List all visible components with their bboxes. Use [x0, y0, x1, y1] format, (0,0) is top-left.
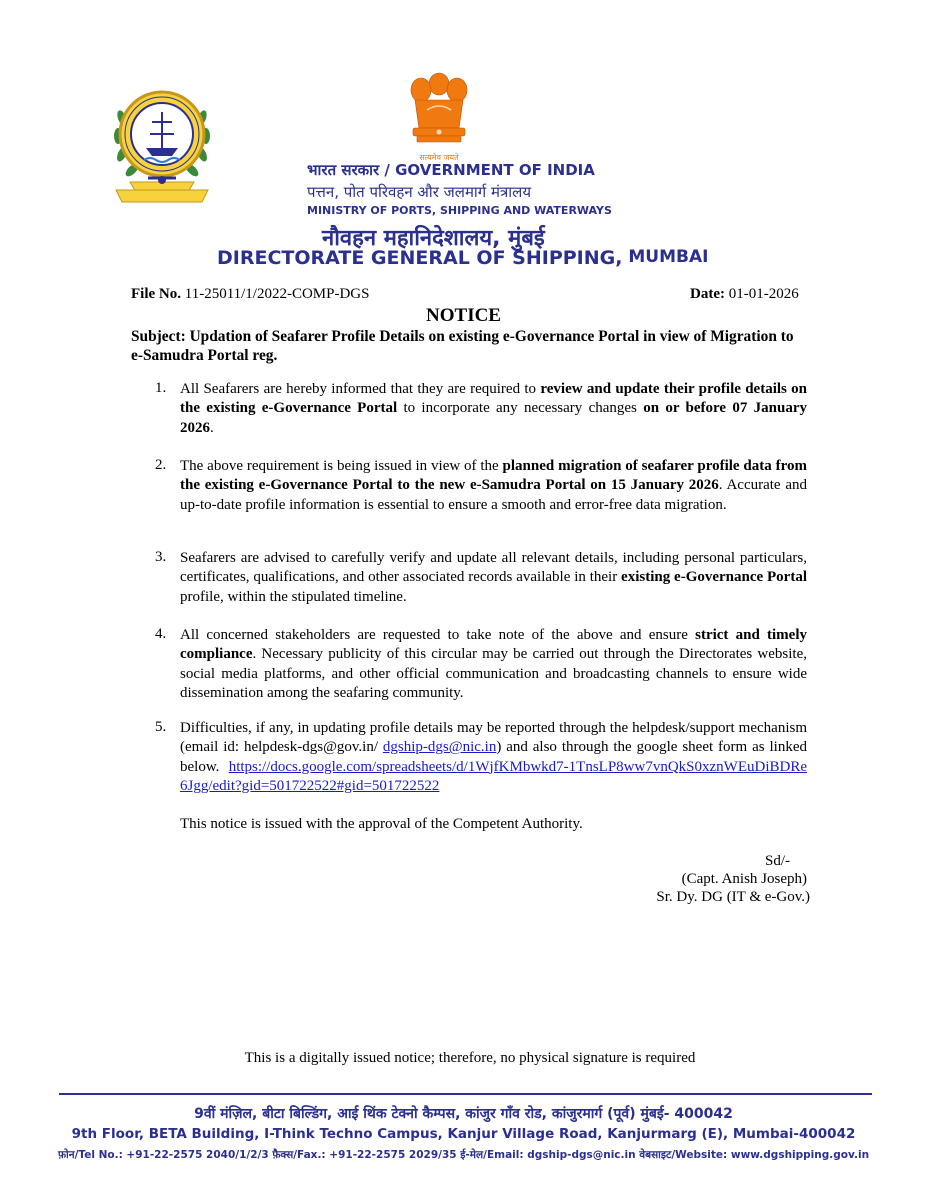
header-ministry-english: MINISTRY OF PORTS, SHIPPING AND WATERWAYS	[307, 204, 612, 217]
para-text: Difficulties, if any, in updating profile details may be reported through the helpdesk/support mechanism (email id: helpdesk-dgs@gov.in/	[180, 720, 807, 756]
header-govt-of-india: भारत सरकार / GOVERNMENT OF INDIA	[307, 161, 595, 179]
notice-title: NOTICE	[426, 305, 501, 326]
para-text: profile, within the stipulated timeline.	[180, 588, 407, 605]
para-text: Seafarers are advised to carefully verify and update all relevant details, including personal particulars, certificates, qualifications, and other associated records available in their	[180, 550, 807, 586]
para-text: All Seafarers are hereby informed that they are required to	[180, 381, 541, 397]
paragraph-3	[180, 549, 807, 607]
para-text: ) and also through the google sheet form as linked below.	[180, 739, 807, 775]
signatory-designation: Sr. Dy. DG (IT & e-Gov.)	[656, 889, 810, 905]
date	[690, 286, 799, 303]
para-bold: strict and timely compliance	[180, 627, 807, 663]
para-number: 3.	[155, 549, 167, 565]
paragraph-2	[180, 457, 807, 515]
para-text: . Accurate and up-to-date profile information is essential to ensure a smooth and error-free data migration.	[180, 477, 807, 513]
date-label: Date:	[690, 286, 725, 302]
file-label: File No.	[131, 286, 181, 302]
footer-contact: फ़ोन/Tel No.: +91-22-2575 2040/1/2/3 फ़ैक्स/Fax.: +91-22-2575 2029/35 ई-मेल/Email: dgship-dgs@nic.in वेबसाइट/Website: www.dgshipping.gov.in	[57, 1149, 870, 1161]
para-text: The above requirement is being issued in view of the	[180, 458, 503, 474]
header-dgs-english	[217, 247, 708, 269]
para-bold: planned migration of seafarer profile data from the existing e-Governance Portal to the new e-Samudra Portal on 15 January 2026	[180, 458, 807, 494]
file-number-value: 11-25011/1/2022-COMP-DGS	[181, 286, 370, 302]
signature-sd: Sd/-	[764, 853, 790, 869]
footer-address-hindi: 9वीं मंज़िल, बीटा बिल्डिंग, आई थिंक टेक्नो कैम्पस, कांजुर गाँव रोड, कांजुरमार्ग (पूर्व) मुंबई- 400042	[194, 1106, 733, 1122]
dgs-logo	[108, 78, 216, 210]
paragraph-5	[180, 719, 807, 796]
para-number: 5.	[155, 719, 167, 735]
paragraph-4	[180, 626, 807, 703]
para-text: to incorporate any necessary changes	[397, 400, 644, 417]
footer-address-english: 9th Floor, BETA Building, I-Think Techno Campus, Kanjur Village Road, Kanjurmarg (E), Mumbai-400042	[71, 1126, 856, 1142]
para-number: 4.	[155, 626, 167, 642]
para-text: All concerned stakeholders are requested to take note of the above and ensure	[180, 627, 696, 643]
file-number	[131, 286, 369, 303]
google-sheet-link[interactable]: https://docs.google.com/spreadsheets/d/1WjfKMbwkd7-1TnsLP8ww7vnQkS0xznWEuDiBDRe6Jgg/edit?gid=501722522#gid=501722522	[180, 758, 807, 794]
digital-note: This is a digitally issued notice; therefore, no physical signature is required	[244, 1050, 696, 1066]
signature-block	[640, 852, 810, 906]
subject: Subject: Updation of Seafarer Profile Details on existing e-Governance Portal in view of Migration to e-Samudra Portal reg.	[131, 328, 794, 364]
para-number: 2.	[155, 457, 167, 473]
header-ministry-hindi: पत्तन, पोत परिवहन और जलमार्ग मंत्रालय	[307, 183, 532, 201]
approval-line: This notice is issued with the approval of the Competent Authority.	[180, 816, 583, 832]
para-bold: existing e-Governance Portal	[621, 569, 807, 586]
national-emblem	[405, 70, 473, 154]
date-value: 01-01-2026	[724, 286, 799, 302]
para-bold: review and update their profile details on the existing e-Governance Portal	[180, 381, 808, 417]
para-bold: on or before 07 January 2026	[180, 400, 807, 436]
email-link[interactable]: dgship-dgs@nic.in	[382, 739, 497, 756]
signatory-name: (Capt. Anish Joseph)	[681, 871, 807, 887]
header-dgs-name: DIRECTORATE GENERAL OF SHIPPING,	[217, 247, 623, 269]
para-text: . Necessary publicity of this circular may be carried out through the Directorates website, social media platforms, and other official communication and broadcasting channels to ensure wide dissemination among the seafaring community.	[180, 646, 807, 701]
emblem-motto: सत्यमेव जयते	[419, 153, 459, 162]
header-dgs-city: MUMBAI	[622, 247, 709, 267]
header-dgs-hindi: नौवहन महानिदेशालय, मुंबई	[322, 226, 545, 251]
paragraph-1	[180, 380, 807, 438]
para-number: 1.	[155, 380, 167, 396]
dgs-logo-text	[108, 210, 216, 211]
para-text: .	[210, 419, 214, 436]
footer-divider	[59, 1093, 872, 1095]
